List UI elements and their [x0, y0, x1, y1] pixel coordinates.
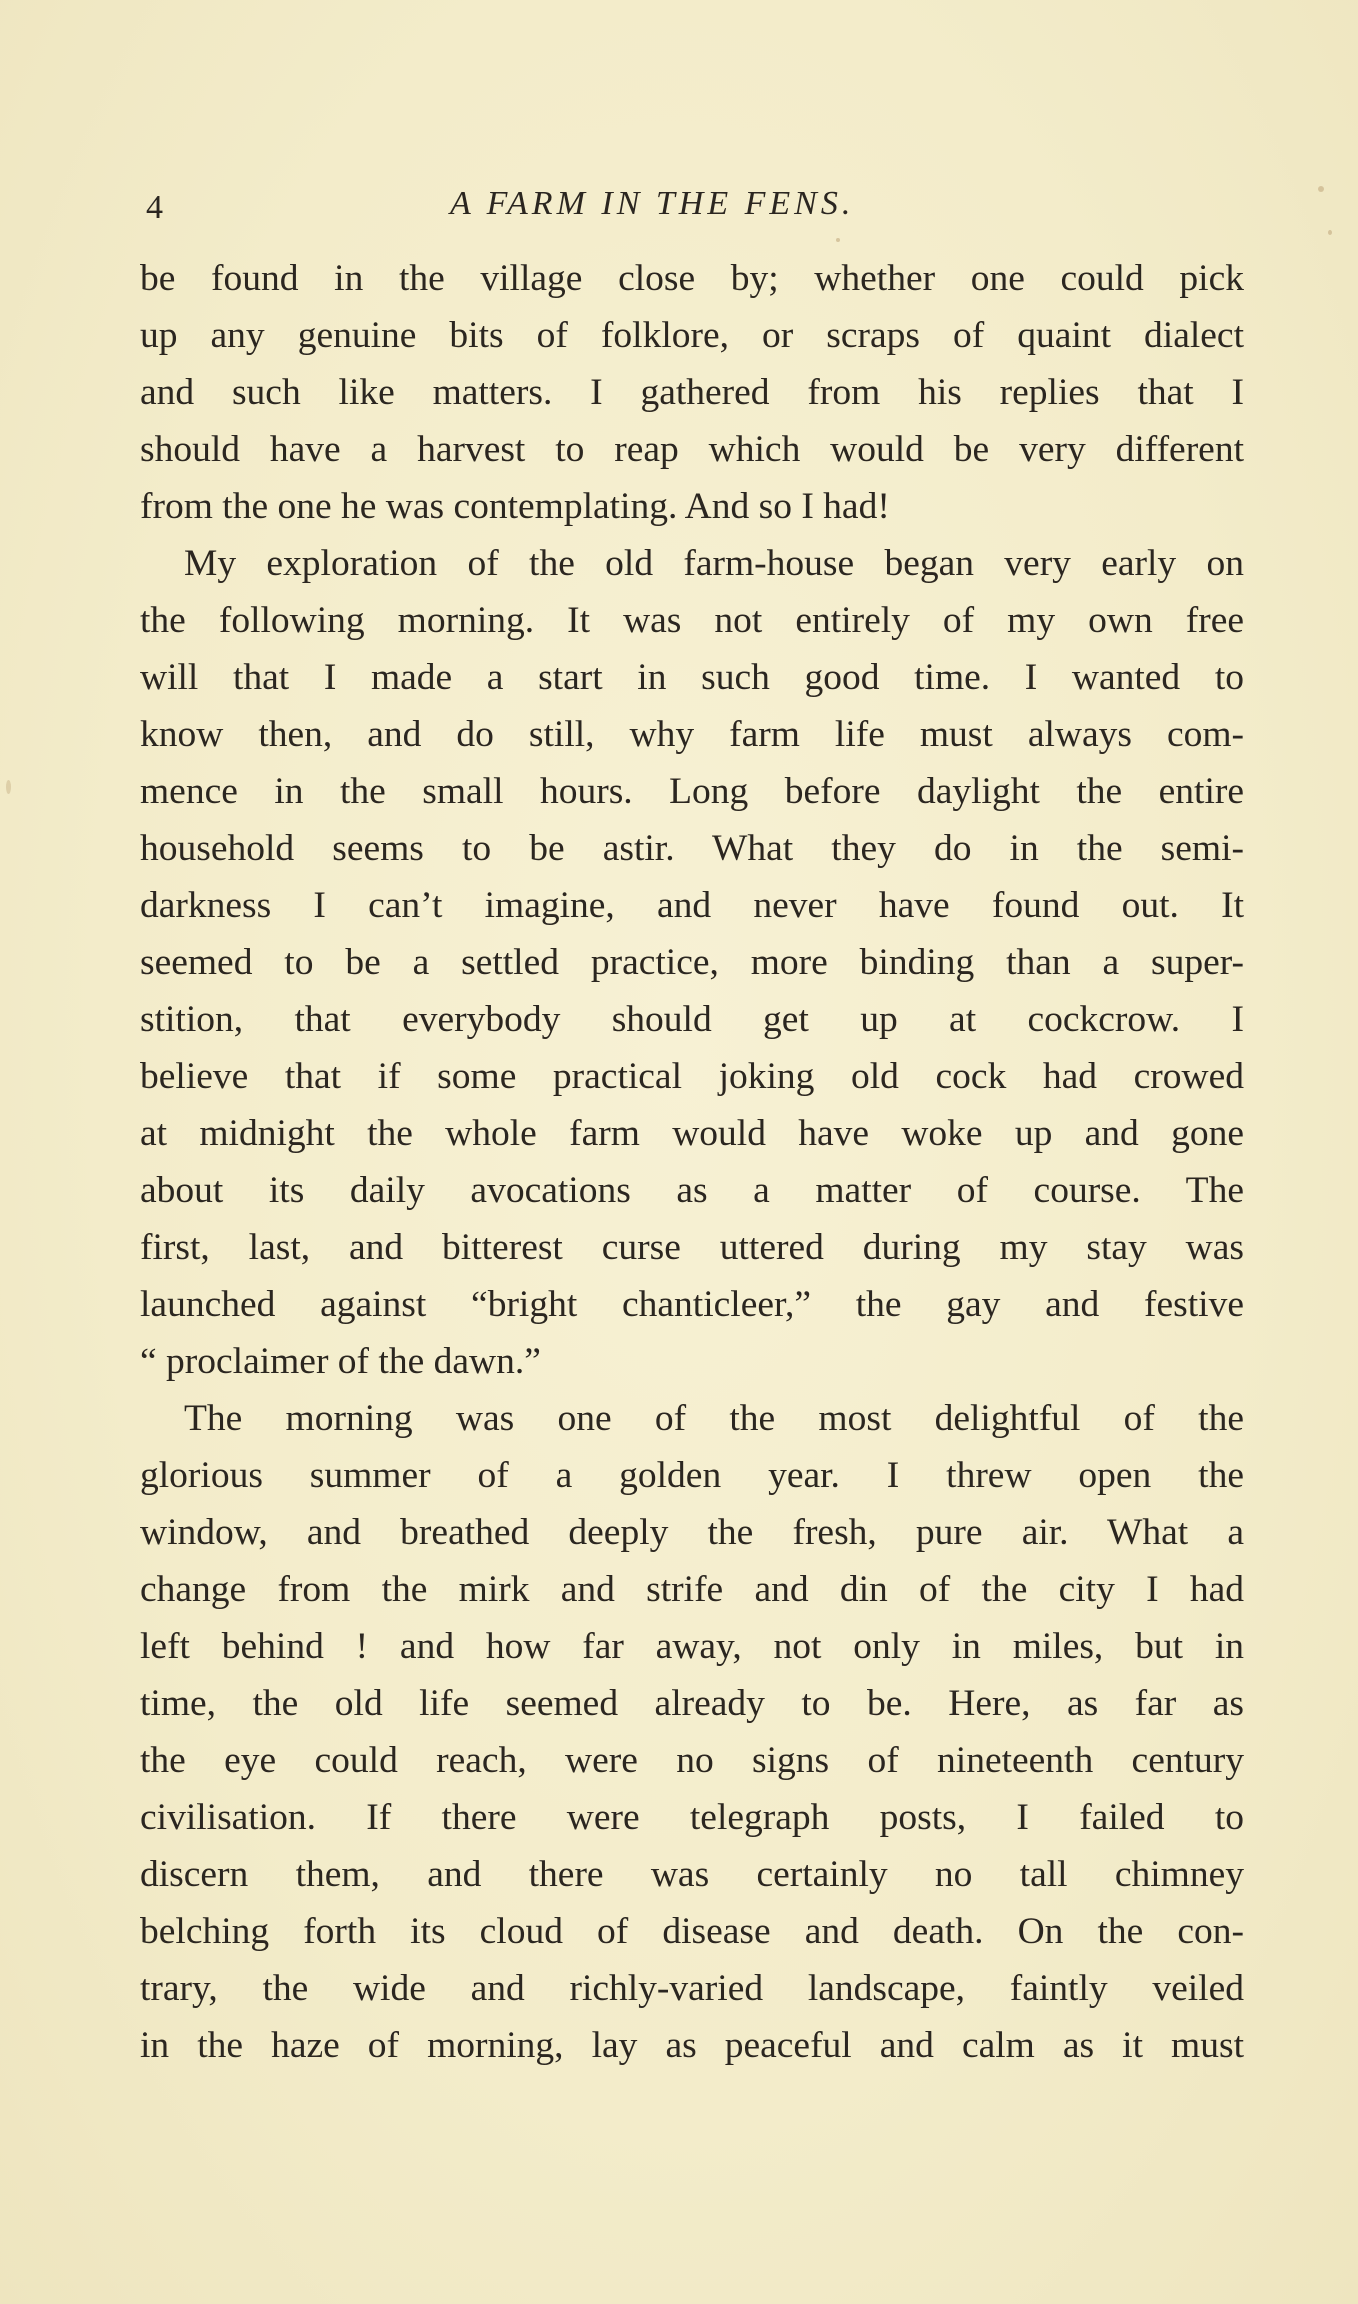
text-line: change from the mirk and strife and din of the city I had — [140, 1569, 1244, 1610]
text-line: will that I made a start in such good time. I wanted to — [140, 657, 1244, 698]
text-line: launched against “bright chanticleer,” the gay and festive — [140, 1284, 1244, 1325]
text-line: left behind ! and how far away, not only in miles, but in — [140, 1626, 1244, 1667]
running-head: A FARM IN THE FENS. — [450, 185, 855, 222]
text-line: be found in the village close by; whether one could pick — [140, 258, 1244, 299]
paragraph — [140, 535, 1244, 1390]
text-line: mence in the small hours. Long before daylight the entire — [140, 771, 1244, 812]
text-line: about its daily avocations as a matter of course. The — [140, 1170, 1244, 1211]
paper-speck — [1318, 186, 1324, 192]
text-line: stition, that everybody should get up at cockcrow. I — [140, 999, 1244, 1040]
paragraph — [140, 250, 1244, 535]
page-number: 4 — [146, 189, 163, 226]
text-line: should have a harvest to reap which would be very different — [140, 429, 1244, 470]
text-line: time, the old life seemed already to be. Here, as far as — [140, 1683, 1244, 1724]
text-line: My exploration of the old farm-house began very early on — [184, 543, 1244, 584]
text-line: and such like matters. I gathered from his replies that I — [140, 372, 1244, 413]
paragraph — [140, 1390, 1244, 2074]
text-line: first, last, and bitterest curse uttered during my stay was — [140, 1227, 1244, 1268]
text-line: know then, and do still, why farm life must always com- — [140, 714, 1244, 755]
paper-speck — [1328, 230, 1332, 235]
body-text — [140, 250, 1244, 2074]
text-line: belching forth its cloud of disease and death. On the con- — [140, 1911, 1244, 1952]
paper-speck — [836, 238, 840, 242]
text-line: “ proclaimer of the dawn.” — [140, 1341, 541, 1382]
text-line: trary, the wide and richly-varied landscape, faintly veiled — [140, 1968, 1244, 2009]
text-line: the eye could reach, were no signs of nineteenth century — [140, 1740, 1244, 1781]
text-line: in the haze of morning, lay as peaceful and calm as it must — [140, 2025, 1244, 2066]
text-line: from the one he was contemplating. And so I had! — [140, 486, 890, 527]
text-line: window, and breathed deeply the fresh, pure air. What a — [140, 1512, 1244, 1553]
text-line: civilisation. If there were telegraph posts, I failed to — [140, 1797, 1244, 1838]
text-line: at midnight the whole farm would have woke up and gone — [140, 1113, 1244, 1154]
text-line: up any genuine bits of folklore, or scraps of quaint dialect — [140, 315, 1244, 356]
text-line: seemed to be a settled practice, more binding than a super- — [140, 942, 1244, 983]
text-line: discern them, and there was certainly no tall chimney — [140, 1854, 1244, 1895]
text-line: The morning was one of the most delightful of the — [184, 1398, 1244, 1439]
paper-speck — [6, 780, 11, 794]
text-line: glorious summer of a golden year. I threw open the — [140, 1455, 1244, 1496]
text-line: household seems to be astir. What they do in the semi- — [140, 828, 1244, 869]
text-line: believe that if some practical joking old cock had crowed — [140, 1056, 1244, 1097]
text-line: the following morning. It was not entirely of my own free — [140, 600, 1244, 641]
text-line: darkness I can’t imagine, and never have found out. It — [140, 885, 1244, 926]
